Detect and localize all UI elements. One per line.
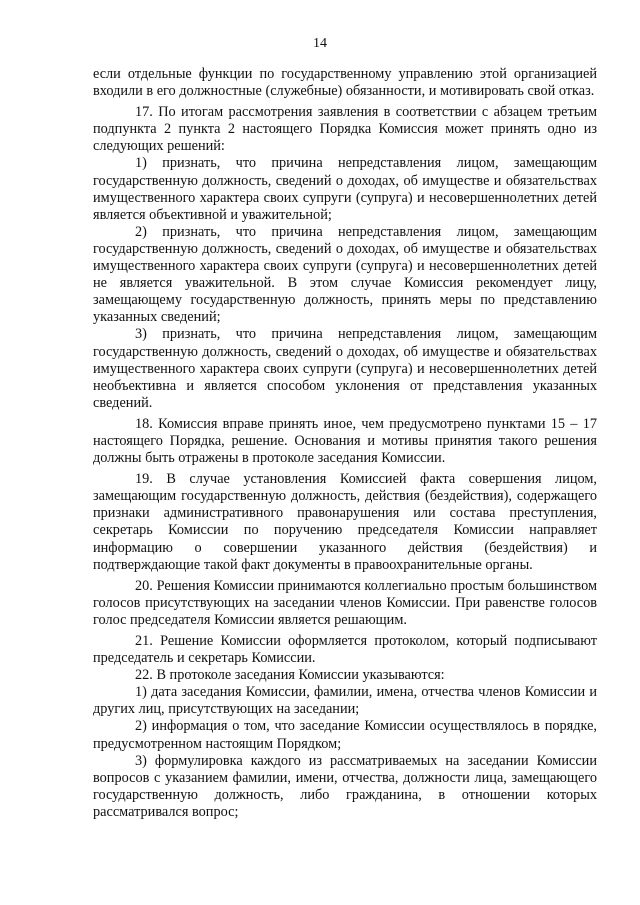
paragraph-continuation: если отдельные функции по государственному управлению этой организацией входили в его должностные (служебные) обязанности, и мотивировать свой отказ. <box>93 66 597 100</box>
paragraph-18: 18. Комиссия вправе принять иное, чем предусмотрено пунктами 15 – 17 настоящего Порядка, решение. Основания и мотивы принятия такого решения должны быть отражены в протоколе заседания Комиссии. <box>93 415 597 467</box>
paragraph-17-item-1: 1) признать, что причина непредставления лицом, замещающим государственную должность, сведений о доходах, об имуществе и обязательствах имущественного характера своих супруги (супруга) и несовершеннолетних детей является объективной и уважительной; <box>93 155 597 223</box>
page-number: 14 <box>313 36 327 51</box>
paragraph-22-item-2: 2) информация о том, что заседание Комиссии осуществлялось в порядке, предусмотренном настоящим Порядком; <box>93 718 597 752</box>
paragraph-17: 17. По итогам рассмотрения заявления в соответствии с абзацем третьим подпункта 2 пункта 2 настоящего Порядка Комиссия может принять одно из следующих решений: <box>93 104 597 155</box>
paragraph-19: 19. В случае установления Комиссией факта совершения лицом, замещающим государственную должность, действия (бездействия), содержащего признаки административного правонарушения или состава преступления, секретарь Комиссии по поручению председателя Комиссии направляет информацию о совершении указанного действия (бездействия) и подтверждающие такой факт документы в правоохранительные органы. <box>93 471 597 573</box>
paragraph-22-item-3: 3) формулировка каждого из рассматриваемых на заседании Комиссии вопросов с указанием фамилии, имени, отчества, должности лица, замещающего государственную должность, либо гражданина, в отношении которых рассматривался вопрос; <box>93 752 597 820</box>
paragraph-22: 22. В протоколе заседания Комиссии указываются: <box>135 667 445 684</box>
paragraph-17-item-2: 2) признать, что причина непредставления лицом, замещающим государственную должность, сведений о доходах, об имуществе и обязательствах имущественного характера своих супруги (супруга) и несовершеннолетних детей не является уважительной. В этом случае Комиссия рекомендует лицу, замещающему государственную должность, принять меры по представлению указанных сведений; <box>93 223 597 326</box>
paragraph-21: 21. Решение Комиссии оформляется протоколом, который подписывают председатель и секретарь Комиссии. <box>93 633 597 667</box>
paragraph-22-item-1: 1) дата заседания Комиссии, фамилии, имена, отчества членов Комиссии и других лиц, присутствующих на заседании; <box>93 684 597 718</box>
document-body <box>93 66 597 821</box>
paragraph-17-item-3: 3) признать, что причина непредставления лицом, замещающим государственную должность, сведений о доходах, об имуществе и обязательствах имущественного характера своих супруги (супруга) и несовершеннолетних детей необъективна и является способом уклонения от представления указанных сведений. <box>93 326 597 411</box>
paragraph-20: 20. Решения Комиссии принимаются коллегиально простым большинством голосов присутствующих на заседании членов Комиссии. При равенстве голосов голос председателя Комиссии является решающим. <box>93 577 597 628</box>
